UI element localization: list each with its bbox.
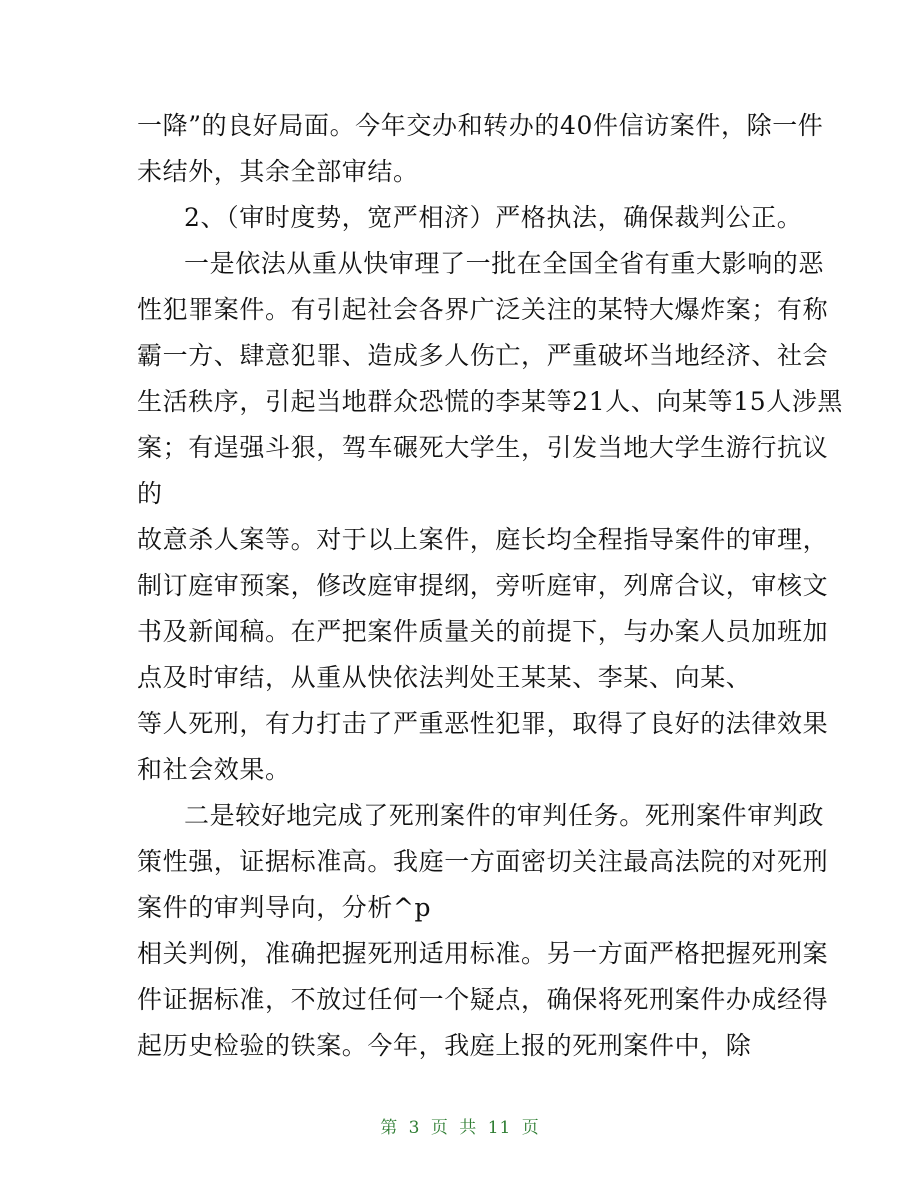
text-line-10: 故意杀人案等。对于以上案件，庭长均全程指导案件的审理，	[137, 525, 829, 554]
text-line-9: 的	[137, 479, 163, 508]
text-line-13: 点及时审结，从重从快依法判处王某某、李某、向某、	[137, 663, 752, 692]
text-line-5: 性犯罪案件。有引起社会各界广泛关注的某特大爆炸案；有称	[137, 295, 829, 324]
section-heading: 2、（审时度势，宽严相济）严格执法，确保裁判公正。	[184, 203, 803, 232]
text-line-6: 霸一方、肆意犯罪、造成多人伤亡，严重破坏当地经济、社会	[137, 341, 829, 370]
text-line-4: 一是依法从重从快审理了一批在全国全省有重大影响的恶	[184, 249, 825, 278]
text-line-11: 制订庭审预案，修改庭审提纲，旁听庭审，列席合议，审核文	[137, 571, 829, 600]
text-line-19: 相关判例，准确把握死刑适用标准。另一方面严格把握死刑案	[137, 939, 829, 968]
page-footer	[0, 1113, 920, 1138]
text-line-12: 书及新闻稿。在严把案件质量关的前提下，与办案人员加班加	[137, 617, 829, 646]
text-line-15: 和社会效果。	[137, 755, 291, 784]
text-line-14: 等人死刑，有力打击了严重恶性犯罪，取得了良好的法律效果	[137, 709, 829, 738]
text-line-2: 未结外，其余全部审结。	[137, 157, 419, 186]
footer-total-word: 共	[459, 1118, 478, 1138]
text-line-20: 件证据标准，不放过任何一个疑点，确保将死刑案件办成经得	[137, 985, 829, 1014]
footer-total-pages: 11	[487, 1118, 512, 1138]
text-line-1: 一降”的良好局面。今年交办和转办的40件信访案件，除一件	[137, 111, 824, 140]
text-line-16: 二是较好地完成了死刑案件的审判任务。死刑案件审判政	[184, 801, 825, 830]
footer-page-word: 页	[430, 1118, 449, 1138]
text-line-17: 策性强，证据标准高。我庭一方面密切关注最高法院的对死刑	[137, 847, 829, 876]
text-line-18: 案件的审判导向，分析^p	[137, 893, 432, 922]
text-line-7: 生活秩序，引起当地群众恐慌的李某等21人、向某等15人涉黑	[137, 387, 844, 416]
text-line-21: 起历史检验的铁案。今年，我庭上报的死刑案件中，除	[137, 1031, 752, 1060]
footer-prefix: 第	[380, 1118, 399, 1138]
footer-current-page: 3	[408, 1118, 421, 1138]
footer-suffix: 页	[521, 1118, 540, 1138]
text-line-8: 案；有逞强斗狠，驾车碾死大学生，引发当地大学生游行抗议	[137, 433, 829, 462]
